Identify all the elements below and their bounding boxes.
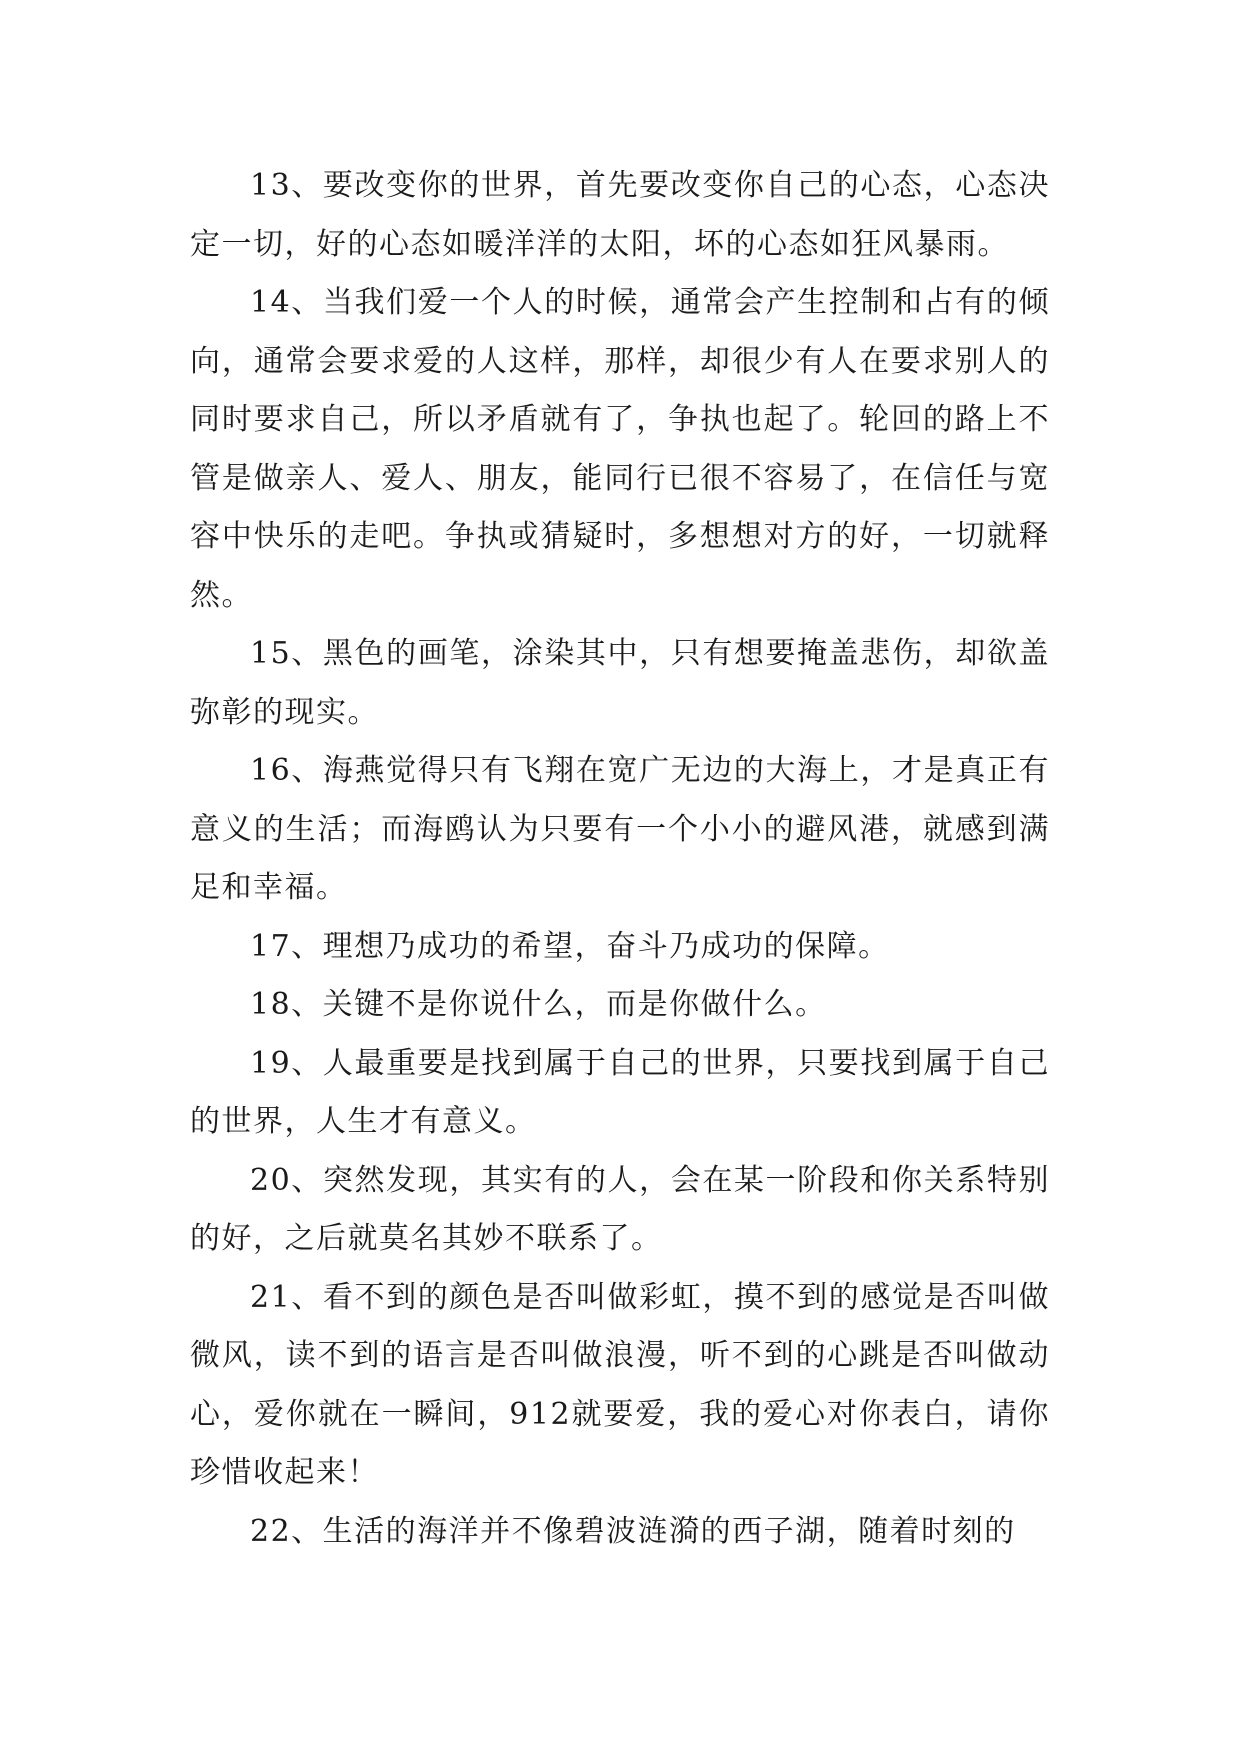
paragraph-16: 16、海燕觉得只有飞翔在宽广无边的大海上，才是真正有意义的生活；而海鸥认为只要有一个小小的避风港，就感到满足和幸福。 xyxy=(190,753,1050,905)
paragraph-14: 14、当我们爱一个人的时候，通常会产生控制和占有的倾向，通常会要求爱的人这样，那样，却很少有人在要求别人的同时要求自己，所以矛盾就有了，争执也起了。轮回的路上不管是做亲人、爱人、朋友，能同行已很不容易了，在信任与宽容中快乐的走吧。争执或猜疑时，多想想对方的好，一切就释然。 xyxy=(190,285,1050,613)
paragraph-19: 19、人最重要是找到属于自己的世界，只要找到属于自己的世界，人生才有意义。 xyxy=(190,1045,1050,1139)
paragraph-17: 17、理想乃成功的希望，奋斗乃成功的保障。 xyxy=(250,928,890,964)
paragraph-13: 13、要改变你的世界，首先要改变你自己的心态，心态决定一切，好的心态如暖洋洋的太阳，坏的心态如狂风暴雨。 xyxy=(190,168,1050,262)
paragraph-15: 15、黑色的画笔，涂染其中，只有想要掩盖悲伤，却欲盖弥彰的现实。 xyxy=(190,636,1050,730)
paragraph-22: 22、生活的海洋并不像碧波涟漪的西子湖，随着时刻的 xyxy=(250,1513,1016,1549)
paragraph-18: 18、关键不是你说什么，而是你做什么。 xyxy=(250,987,827,1022)
paragraph-21: 21、看不到的颜色是否叫做彩虹，摸不到的感觉是否叫做微风，读不到的语言是否叫做浪漫，听不到的心跳是否叫做动心，爱你就在一瞬间，912就要爱，我的爱心对你表白，请你珍惜收起来！ xyxy=(190,1279,1050,1490)
paragraph-20: 20、突然发现，其实有的人，会在某一阶段和你关系特别的好，之后就莫名其妙不联系了。 xyxy=(190,1162,1050,1256)
document-body xyxy=(190,157,1050,1561)
